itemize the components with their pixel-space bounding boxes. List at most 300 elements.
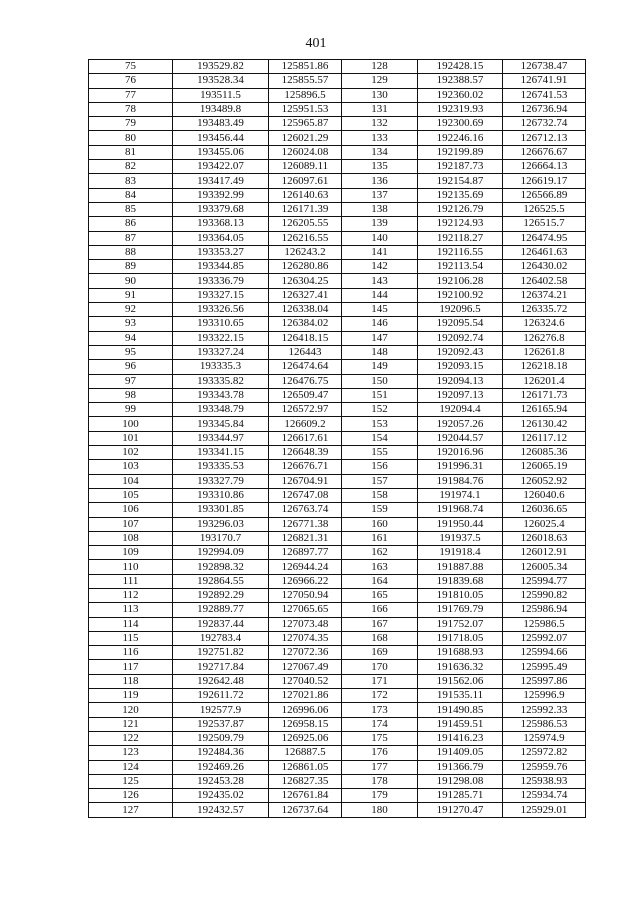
point-number-cell: 138: [342, 202, 418, 216]
y-coordinate-cell: 126763.74: [269, 503, 342, 517]
point-number-cell: 140: [342, 231, 418, 245]
point-number-cell: 88: [89, 245, 173, 259]
table-row: [89, 274, 586, 288]
y-coordinate-cell: 126025.4: [503, 517, 586, 531]
y-coordinate-cell: 126887.5: [269, 746, 342, 760]
point-number-cell: 121: [89, 717, 173, 731]
y-coordinate-cell: 126130.42: [503, 417, 586, 431]
y-coordinate-cell: 125896.5: [269, 88, 342, 102]
y-coordinate-cell: 125995.49: [503, 660, 586, 674]
table-row: [89, 689, 586, 703]
point-number-cell: 164: [342, 574, 418, 588]
table-row: [89, 474, 586, 488]
point-number-cell: 157: [342, 474, 418, 488]
point-number-cell: 139: [342, 217, 418, 231]
x-coordinate-cell: 193341.15: [173, 446, 269, 460]
y-coordinate-cell: 127067.49: [269, 660, 342, 674]
y-coordinate-cell: 125992.33: [503, 703, 586, 717]
y-coordinate-cell: 126741.53: [503, 88, 586, 102]
y-coordinate-cell: 125929.01: [503, 803, 586, 817]
table-row: [89, 703, 586, 717]
point-number-cell: 159: [342, 503, 418, 517]
y-coordinate-cell: 126827.35: [269, 774, 342, 788]
y-coordinate-cell: 125994.66: [503, 646, 586, 660]
x-coordinate-cell: 192611.72: [173, 689, 269, 703]
y-coordinate-cell: 126024.08: [269, 145, 342, 159]
point-number-cell: 178: [342, 774, 418, 788]
x-coordinate-cell: 192428.15: [418, 60, 503, 74]
x-coordinate-cell: 192432.57: [173, 803, 269, 817]
x-coordinate-cell: 192717.84: [173, 660, 269, 674]
x-coordinate-cell: 192864.55: [173, 574, 269, 588]
y-coordinate-cell: 126276.8: [503, 331, 586, 345]
point-number-cell: 142: [342, 260, 418, 274]
x-coordinate-cell: 193483.49: [173, 117, 269, 131]
table-row: [89, 145, 586, 159]
x-coordinate-cell: 193348.79: [173, 403, 269, 417]
x-coordinate-cell: 192509.79: [173, 731, 269, 745]
x-coordinate-cell: 191810.05: [418, 588, 503, 602]
x-coordinate-cell: 191459.51: [418, 717, 503, 731]
x-coordinate-cell: 192095.54: [418, 317, 503, 331]
table-row: [89, 202, 586, 216]
y-coordinate-cell: 126861.05: [269, 760, 342, 774]
y-coordinate-cell: 126704.91: [269, 474, 342, 488]
point-number-cell: 80: [89, 131, 173, 145]
x-coordinate-cell: 193343.78: [173, 388, 269, 402]
y-coordinate-cell: 125851.86: [269, 60, 342, 74]
x-coordinate-cell: 193327.79: [173, 474, 269, 488]
point-number-cell: 171: [342, 674, 418, 688]
y-coordinate-cell: 126897.77: [269, 546, 342, 560]
x-coordinate-cell: 193353.27: [173, 245, 269, 259]
point-number-cell: 115: [89, 631, 173, 645]
x-coordinate-cell: 193345.84: [173, 417, 269, 431]
y-coordinate-cell: 126966.22: [269, 574, 342, 588]
y-coordinate-cell: 126418.15: [269, 331, 342, 345]
x-coordinate-cell: 193335.3: [173, 360, 269, 374]
y-coordinate-cell: 126821.31: [269, 531, 342, 545]
x-coordinate-cell: 193327.15: [173, 288, 269, 302]
y-coordinate-cell: 126925.06: [269, 731, 342, 745]
table-row: [89, 774, 586, 788]
x-coordinate-cell: 192199.89: [418, 145, 503, 159]
point-number-cell: 93: [89, 317, 173, 331]
point-number-cell: 114: [89, 617, 173, 631]
point-number-cell: 155: [342, 446, 418, 460]
point-number-cell: 94: [89, 331, 173, 345]
point-number-cell: 111: [89, 574, 173, 588]
y-coordinate-cell: 126097.61: [269, 174, 342, 188]
y-coordinate-cell: 127065.65: [269, 603, 342, 617]
y-coordinate-cell: 126619.17: [503, 174, 586, 188]
x-coordinate-cell: 192094.4: [418, 403, 503, 417]
point-number-cell: 162: [342, 546, 418, 560]
y-coordinate-cell: 126515.7: [503, 217, 586, 231]
table-row: [89, 131, 586, 145]
x-coordinate-cell: 193455.06: [173, 145, 269, 159]
x-coordinate-cell: 192751.82: [173, 646, 269, 660]
y-coordinate-cell: 126476.75: [269, 374, 342, 388]
y-coordinate-cell: 126664.13: [503, 160, 586, 174]
point-number-cell: 180: [342, 803, 418, 817]
x-coordinate-cell: 192783.4: [173, 631, 269, 645]
x-coordinate-cell: 193310.86: [173, 488, 269, 502]
x-coordinate-cell: 191968.74: [418, 503, 503, 517]
y-coordinate-cell: 126761.84: [269, 789, 342, 803]
y-coordinate-cell: 126304.25: [269, 274, 342, 288]
x-coordinate-cell: 192453.28: [173, 774, 269, 788]
x-coordinate-cell: 193344.97: [173, 431, 269, 445]
point-number-cell: 108: [89, 531, 173, 545]
point-number-cell: 165: [342, 588, 418, 602]
x-coordinate-cell: 192187.73: [418, 160, 503, 174]
point-number-cell: 128: [342, 60, 418, 74]
point-number-cell: 125: [89, 774, 173, 788]
x-coordinate-cell: 191490.85: [418, 703, 503, 717]
table-row: [89, 546, 586, 560]
y-coordinate-cell: 126430.02: [503, 260, 586, 274]
x-coordinate-cell: 192837.44: [173, 617, 269, 631]
point-number-cell: 161: [342, 531, 418, 545]
x-coordinate-cell: 192097.13: [418, 388, 503, 402]
x-coordinate-cell: 191974.1: [418, 488, 503, 502]
y-coordinate-cell: 126021.29: [269, 131, 342, 145]
x-coordinate-cell: 191270.47: [418, 803, 503, 817]
y-coordinate-cell: 126402.58: [503, 274, 586, 288]
point-number-cell: 79: [89, 117, 173, 131]
x-coordinate-cell: 192537.87: [173, 717, 269, 731]
x-coordinate-cell: 193364.05: [173, 231, 269, 245]
x-coordinate-cell: 192154.87: [418, 174, 503, 188]
point-number-cell: 76: [89, 74, 173, 88]
point-number-cell: 131: [342, 102, 418, 116]
x-coordinate-cell: 191752.07: [418, 617, 503, 631]
point-number-cell: 100: [89, 417, 173, 431]
point-number-cell: 118: [89, 674, 173, 688]
table-row: [89, 574, 586, 588]
y-coordinate-cell: 126117.12: [503, 431, 586, 445]
y-coordinate-cell: 126165.94: [503, 403, 586, 417]
point-number-cell: 85: [89, 202, 173, 216]
y-coordinate-cell: 126572.97: [269, 403, 342, 417]
point-number-cell: 129: [342, 74, 418, 88]
y-coordinate-cell: 126089.11: [269, 160, 342, 174]
point-number-cell: 95: [89, 345, 173, 359]
table-row: [89, 517, 586, 531]
point-number-cell: 123: [89, 746, 173, 760]
x-coordinate-cell: 192113.54: [418, 260, 503, 274]
y-coordinate-cell: 126324.6: [503, 317, 586, 331]
table-row: [89, 674, 586, 688]
point-number-cell: 169: [342, 646, 418, 660]
point-number-cell: 166: [342, 603, 418, 617]
x-coordinate-cell: 193335.53: [173, 460, 269, 474]
x-coordinate-cell: 191996.31: [418, 460, 503, 474]
x-coordinate-cell: 193456.44: [173, 131, 269, 145]
y-coordinate-cell: 126443: [269, 345, 342, 359]
point-number-cell: 119: [89, 689, 173, 703]
table-row: [89, 631, 586, 645]
x-coordinate-cell: 193327.24: [173, 345, 269, 359]
point-number-cell: 149: [342, 360, 418, 374]
x-coordinate-cell: 193326.56: [173, 303, 269, 317]
x-coordinate-cell: 193301.85: [173, 503, 269, 517]
point-number-cell: 81: [89, 145, 173, 159]
y-coordinate-cell: 126018.63: [503, 531, 586, 545]
coordinates-table-body: [89, 60, 586, 818]
page-number: 401: [305, 36, 327, 51]
table-row: [89, 588, 586, 602]
x-coordinate-cell: 192094.13: [418, 374, 503, 388]
y-coordinate-cell: 126171.39: [269, 202, 342, 216]
point-number-cell: 126: [89, 789, 173, 803]
table-row: [89, 317, 586, 331]
point-number-cell: 101: [89, 431, 173, 445]
table-row: [89, 345, 586, 359]
y-coordinate-cell: 126052.92: [503, 474, 586, 488]
x-coordinate-cell: 193417.49: [173, 174, 269, 188]
x-coordinate-cell: 193322.15: [173, 331, 269, 345]
y-coordinate-cell: 125951.53: [269, 102, 342, 116]
point-number-cell: 89: [89, 260, 173, 274]
x-coordinate-cell: 193392.99: [173, 188, 269, 202]
y-coordinate-cell: 126771.38: [269, 517, 342, 531]
point-number-cell: 105: [89, 488, 173, 502]
y-coordinate-cell: 126085.36: [503, 446, 586, 460]
x-coordinate-cell: 192106.28: [418, 274, 503, 288]
point-number-cell: 78: [89, 102, 173, 116]
x-coordinate-cell: 192319.93: [418, 102, 503, 116]
point-number-cell: 116: [89, 646, 173, 660]
point-number-cell: 130: [342, 88, 418, 102]
y-coordinate-cell: 125996.9: [503, 689, 586, 703]
point-number-cell: 153: [342, 417, 418, 431]
table-row: [89, 303, 586, 317]
x-coordinate-cell: 192300.69: [418, 117, 503, 131]
x-coordinate-cell: 192116.55: [418, 245, 503, 259]
x-coordinate-cell: 192360.02: [418, 88, 503, 102]
y-coordinate-cell: 126509.47: [269, 388, 342, 402]
y-coordinate-cell: 125974.9: [503, 731, 586, 745]
y-coordinate-cell: 126205.55: [269, 217, 342, 231]
y-coordinate-cell: 126737.64: [269, 803, 342, 817]
x-coordinate-cell: 191562.06: [418, 674, 503, 688]
x-coordinate-cell: 191937.5: [418, 531, 503, 545]
x-coordinate-cell: 192135.69: [418, 188, 503, 202]
y-coordinate-cell: 127072.36: [269, 646, 342, 660]
y-coordinate-cell: 126040.6: [503, 488, 586, 502]
x-coordinate-cell: 191298.08: [418, 774, 503, 788]
point-number-cell: 82: [89, 160, 173, 174]
x-coordinate-cell: 191688.93: [418, 646, 503, 660]
x-coordinate-cell: 193344.85: [173, 260, 269, 274]
y-coordinate-cell: 126216.55: [269, 231, 342, 245]
x-coordinate-cell: 191409.05: [418, 746, 503, 760]
point-number-cell: 147: [342, 331, 418, 345]
table-row: [89, 617, 586, 631]
point-number-cell: 98: [89, 388, 173, 402]
x-coordinate-cell: 192388.57: [418, 74, 503, 88]
point-number-cell: 136: [342, 174, 418, 188]
point-number-cell: 106: [89, 503, 173, 517]
y-coordinate-cell: 126012.91: [503, 546, 586, 560]
point-number-cell: 134: [342, 145, 418, 159]
x-coordinate-cell: 192469.26: [173, 760, 269, 774]
x-coordinate-cell: 193379.68: [173, 202, 269, 216]
point-number-cell: 77: [89, 88, 173, 102]
x-coordinate-cell: 192057.26: [418, 417, 503, 431]
point-number-cell: 122: [89, 731, 173, 745]
point-number-cell: 179: [342, 789, 418, 803]
x-coordinate-cell: 191366.79: [418, 760, 503, 774]
x-coordinate-cell: 192994.09: [173, 546, 269, 560]
point-number-cell: 127: [89, 803, 173, 817]
y-coordinate-cell: 126461.63: [503, 245, 586, 259]
table-row: [89, 331, 586, 345]
table-row: [89, 245, 586, 259]
x-coordinate-cell: 191416.23: [418, 731, 503, 745]
y-coordinate-cell: 126201.4: [503, 374, 586, 388]
x-coordinate-cell: 192044.57: [418, 431, 503, 445]
y-coordinate-cell: 126218.18: [503, 360, 586, 374]
y-coordinate-cell: 126280.86: [269, 260, 342, 274]
point-number-cell: 160: [342, 517, 418, 531]
y-coordinate-cell: 126171.73: [503, 388, 586, 402]
table-row: [89, 717, 586, 731]
point-number-cell: 175: [342, 731, 418, 745]
x-coordinate-cell: 193422.07: [173, 160, 269, 174]
x-coordinate-cell: 192898.32: [173, 560, 269, 574]
x-coordinate-cell: 193529.82: [173, 60, 269, 74]
x-coordinate-cell: 193170.7: [173, 531, 269, 545]
y-coordinate-cell: 126648.39: [269, 446, 342, 460]
point-number-cell: 96: [89, 360, 173, 374]
y-coordinate-cell: 127050.94: [269, 588, 342, 602]
y-coordinate-cell: 125855.57: [269, 74, 342, 88]
x-coordinate-cell: 191950.44: [418, 517, 503, 531]
y-coordinate-cell: 126261.8: [503, 345, 586, 359]
point-number-cell: 109: [89, 546, 173, 560]
point-number-cell: 151: [342, 388, 418, 402]
table-row: [89, 431, 586, 445]
y-coordinate-cell: 126741.91: [503, 74, 586, 88]
point-number-cell: 120: [89, 703, 173, 717]
x-coordinate-cell: 193368.13: [173, 217, 269, 231]
point-number-cell: 154: [342, 431, 418, 445]
y-coordinate-cell: 126335.72: [503, 303, 586, 317]
x-coordinate-cell: 193489.8: [173, 102, 269, 116]
point-number-cell: 87: [89, 231, 173, 245]
point-number-cell: 143: [342, 274, 418, 288]
x-coordinate-cell: 193511.5: [173, 88, 269, 102]
point-number-cell: 145: [342, 303, 418, 317]
point-number-cell: 117: [89, 660, 173, 674]
x-coordinate-cell: 192642.48: [173, 674, 269, 688]
point-number-cell: 110: [89, 560, 173, 574]
table-row: [89, 803, 586, 817]
y-coordinate-cell: 126065.19: [503, 460, 586, 474]
y-coordinate-cell: 126338.04: [269, 303, 342, 317]
point-number-cell: 146: [342, 317, 418, 331]
x-coordinate-cell: 191769.79: [418, 603, 503, 617]
point-number-cell: 141: [342, 245, 418, 259]
point-number-cell: 107: [89, 517, 173, 531]
table-row: [89, 560, 586, 574]
y-coordinate-cell: 125997.86: [503, 674, 586, 688]
x-coordinate-cell: 193336.79: [173, 274, 269, 288]
point-number-cell: 135: [342, 160, 418, 174]
table-row: [89, 746, 586, 760]
point-number-cell: 99: [89, 403, 173, 417]
y-coordinate-cell: 126747.08: [269, 488, 342, 502]
point-number-cell: 75: [89, 60, 173, 74]
x-coordinate-cell: 192484.36: [173, 746, 269, 760]
y-coordinate-cell: 126327.41: [269, 288, 342, 302]
x-coordinate-cell: 191984.76: [418, 474, 503, 488]
y-coordinate-cell: 126712.13: [503, 131, 586, 145]
point-number-cell: 174: [342, 717, 418, 731]
table-row: [89, 531, 586, 545]
table-row: [89, 102, 586, 116]
y-coordinate-cell: 126676.71: [269, 460, 342, 474]
point-number-cell: 167: [342, 617, 418, 631]
point-number-cell: 90: [89, 274, 173, 288]
point-number-cell: 102: [89, 446, 173, 460]
y-coordinate-cell: 127040.52: [269, 674, 342, 688]
y-coordinate-cell: 126374.21: [503, 288, 586, 302]
point-number-cell: 124: [89, 760, 173, 774]
x-coordinate-cell: 192892.29: [173, 588, 269, 602]
coordinates-table: [88, 59, 586, 818]
y-coordinate-cell: 126732.74: [503, 117, 586, 131]
table-row: [89, 260, 586, 274]
x-coordinate-cell: 192889.77: [173, 603, 269, 617]
x-coordinate-cell: 192016.96: [418, 446, 503, 460]
point-number-cell: 144: [342, 288, 418, 302]
point-number-cell: 113: [89, 603, 173, 617]
table-row: [89, 760, 586, 774]
table-row: [89, 417, 586, 431]
x-coordinate-cell: 191636.32: [418, 660, 503, 674]
point-number-cell: 158: [342, 488, 418, 502]
y-coordinate-cell: 125992.07: [503, 631, 586, 645]
point-number-cell: 103: [89, 460, 173, 474]
y-coordinate-cell: 126609.2: [269, 417, 342, 431]
table-row: [89, 74, 586, 88]
table-row: [89, 388, 586, 402]
y-coordinate-cell: 126525.5: [503, 202, 586, 216]
y-coordinate-cell: 125994.77: [503, 574, 586, 588]
table-row: [89, 646, 586, 660]
point-number-cell: 86: [89, 217, 173, 231]
y-coordinate-cell: 125959.76: [503, 760, 586, 774]
x-coordinate-cell: 192092.43: [418, 345, 503, 359]
table-row: [89, 360, 586, 374]
point-number-cell: 176: [342, 746, 418, 760]
table-row: [89, 503, 586, 517]
x-coordinate-cell: 193296.03: [173, 517, 269, 531]
x-coordinate-cell: 191918.4: [418, 546, 503, 560]
point-number-cell: 112: [89, 588, 173, 602]
point-number-cell: 137: [342, 188, 418, 202]
point-number-cell: 148: [342, 345, 418, 359]
point-number-cell: 168: [342, 631, 418, 645]
table-row: [89, 217, 586, 231]
point-number-cell: 172: [342, 689, 418, 703]
point-number-cell: 84: [89, 188, 173, 202]
y-coordinate-cell: 126243.2: [269, 245, 342, 259]
